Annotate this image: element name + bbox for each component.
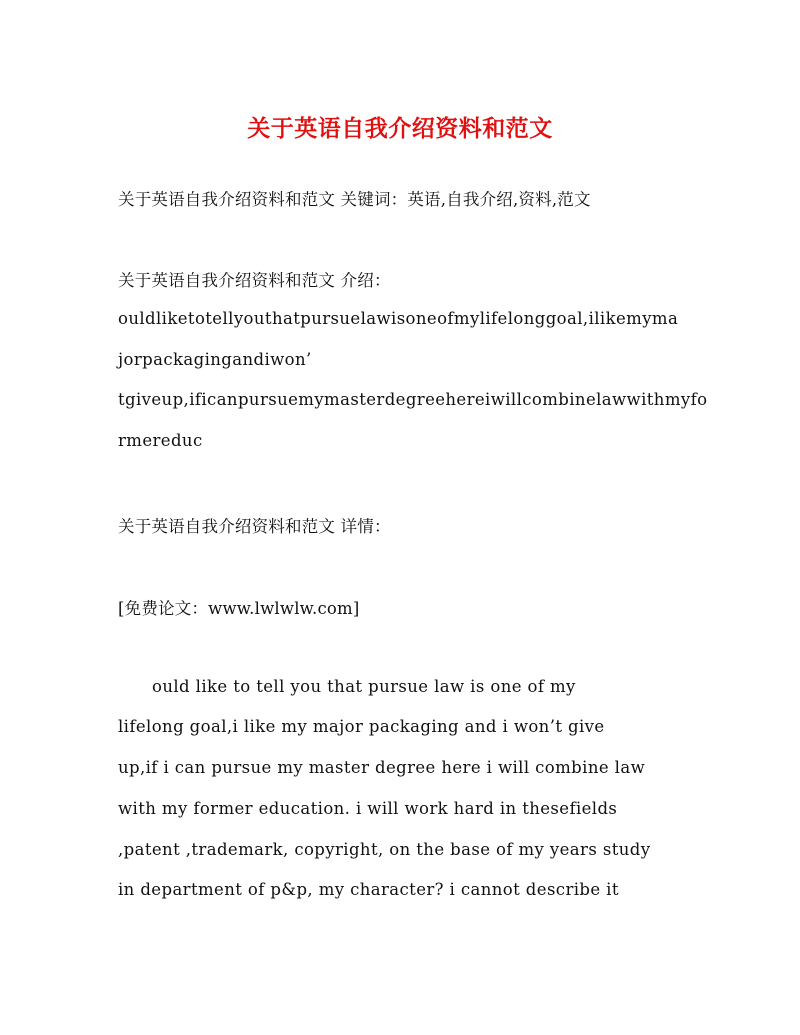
- body-line-5: ,patent ,trademark, copyright, on the base of my years study: [118, 840, 651, 859]
- intro-heading: 关于英语自我介绍资料和范文 介绍：: [118, 271, 391, 290]
- intro-line-1: ouldliketotellyouthatpursuelawisoneofmylifelonggoal,ilikemyma: [118, 309, 679, 328]
- body-line-2: lifelong goal,i like my major packaging and i won’t give: [118, 717, 605, 736]
- intro-line-2: jorpackagingandiwon’: [118, 350, 312, 369]
- intro-line-3: tgiveup,ificanpursuemymasterdegreehereiwillcombinelawwithmyfo: [118, 390, 708, 409]
- detail-heading: 关于英语自我介绍资料和范文 详情：: [118, 517, 391, 536]
- body-line-3: up,if i can pursue my master degree here i will combine law: [118, 758, 646, 777]
- source-line: [免费论文：www.lwlwlw.com]: [118, 599, 360, 618]
- keywords-line: 关于英语自我介绍资料和范文 关键词：英语,自我介绍,资料,范文: [118, 190, 591, 209]
- document-title: 关于英语自我介绍资料和范文: [247, 115, 553, 142]
- body-line-6: in department of p&p, my character? i cannot describe it: [118, 880, 619, 899]
- body-line-1: ould like to tell you that pursue law is one of my: [152, 677, 576, 696]
- intro-line-4: rmereduc: [118, 431, 203, 450]
- body-line-4: with my former education. i will work hard in thesefields: [118, 799, 618, 818]
